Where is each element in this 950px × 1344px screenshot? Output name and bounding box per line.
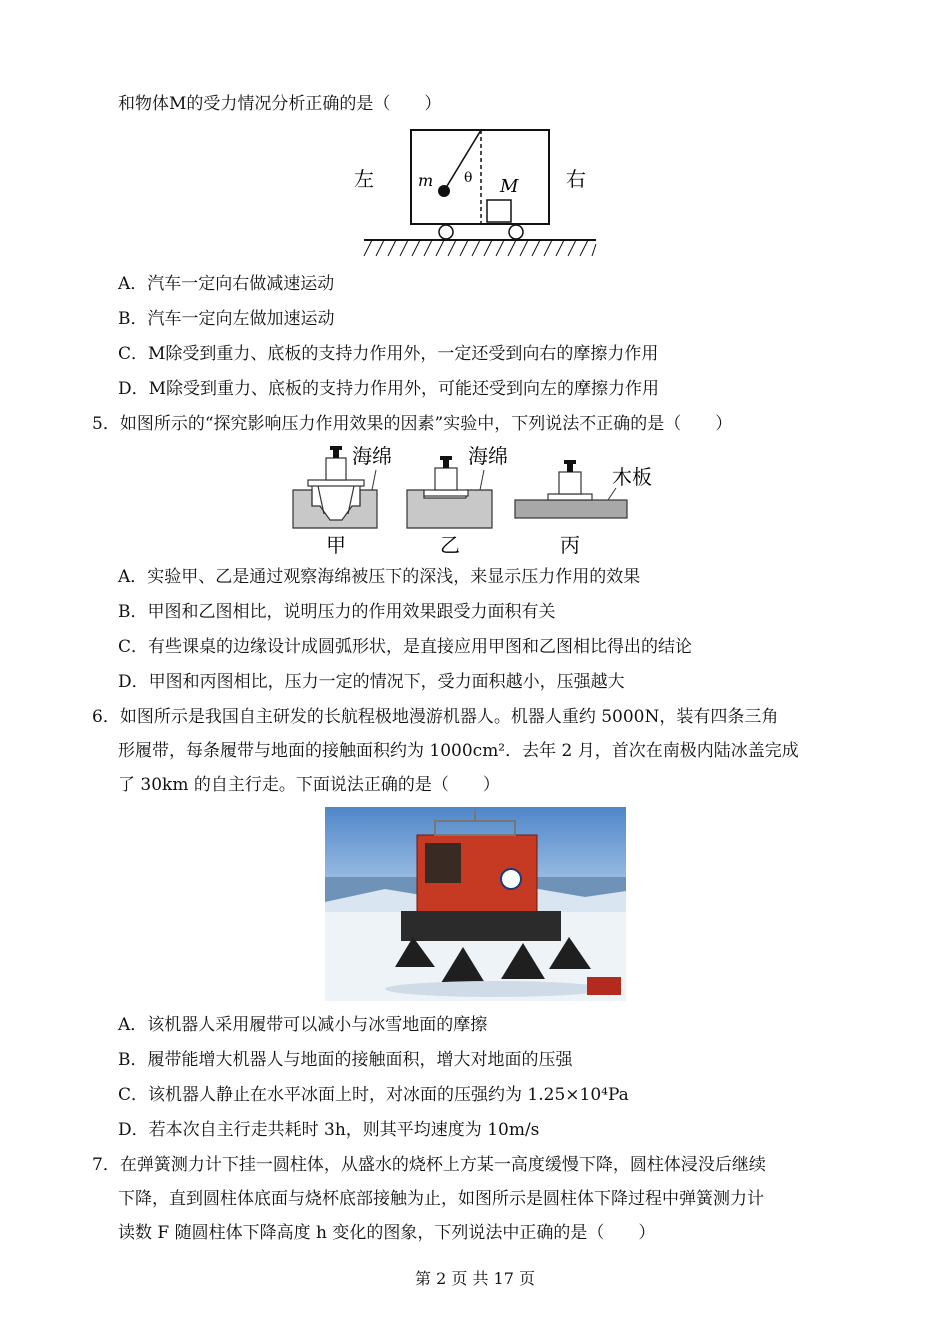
q5-option-c: C．有些课桌的边缘设计成圆弧形状，是直接应用甲图和乙图相比得出的结论 (118, 637, 693, 657)
q6-option-b: B．履带能增大机器人与地面的接触面积，增大对地面的压强 (118, 1050, 573, 1070)
page-footer: 第 2 页 共 17 页 (415, 1269, 535, 1288)
pendulum-string (444, 130, 481, 191)
wheel-right (509, 225, 523, 239)
q4-label-m: m (418, 171, 434, 190)
q4-option-a: A．汽车一定向右做减速运动 (118, 274, 335, 294)
q5-label-jia: 甲 (326, 533, 346, 557)
q5-option-d: D．甲图和丙图相比，压力一定的情况下，受力面积越小，压强越大 (118, 672, 625, 692)
q4-label-right: 右 (566, 167, 586, 191)
q4-label-theta: θ (464, 170, 473, 186)
q6-option-a: A．该机器人采用履带可以减小与冰雪地面的摩擦 (118, 1015, 488, 1035)
q7-stem-line-2: 下降，直到圆柱体底面与烧杯底部接触为止，如图所示是圆柱体下降过程中弹簧测力计 (118, 1189, 764, 1209)
q5-option-a: A．实验甲、乙是通过观察海绵被压下的深浅，来显示压力作用的效果 (118, 567, 641, 587)
q5-label-bing: 丙 (560, 533, 580, 557)
q6-stem-line-2: 形履带，每条履带与地面的接触面积约为 1000cm²．去年 2 月，首次在南极内陆冰盖完成 (118, 741, 799, 761)
q4-car-figure (350, 124, 600, 264)
q5-label-board: 木板 (612, 465, 652, 489)
q6-option-d: D．若本次自主行走共耗时 3h，则其平均速度为 10m/s (118, 1120, 540, 1140)
q5-label-yi: 乙 (440, 533, 460, 557)
panel-bing (515, 460, 652, 557)
pendulum-ball (438, 185, 450, 197)
q4-label-M: M (500, 176, 519, 197)
q7-stem-line-1: 7．在弹簧测力计下挂一圆柱体，从盛水的烧杯上方某一高度缓慢下降，圆柱体浸没后继续 (92, 1155, 766, 1175)
q5-stem: 5．如图所示的“探究影响压力作用效果的因素”实验中，下列说法不正确的是（ ） (92, 414, 733, 434)
block-M (487, 200, 511, 222)
q7-stem-line-3: 读数 F 随圆柱体下降高度 h 变化的图象，下列说法中正确的是（ ） (118, 1223, 656, 1243)
ground-hatch (364, 240, 596, 256)
q4-option-c: C．M除受到重力、底板的支持力作用外，一定还受到向右的摩擦力作用 (118, 344, 659, 364)
q4-option-b: B．汽车一定向左做加速运动 (118, 309, 335, 329)
polar-robot-photo (325, 807, 626, 1001)
q6-option-c: C．该机器人静止在水平冰面上时，对冰面的压强约为 1.25×10⁴Pa (118, 1085, 629, 1105)
q4-option-d: D．M除受到重力、底板的支持力作用外，可能还受到向左的摩擦力作用 (118, 379, 660, 399)
q4-label-left: 左 (354, 167, 374, 191)
panel-jia (293, 444, 392, 557)
q5-option-b: B．甲图和乙图相比，说明压力的作用效果跟受力面积有关 (118, 602, 556, 622)
panel-yi (407, 444, 508, 557)
q5-label-sponge-1: 海绵 (352, 444, 392, 468)
wheel-left (439, 225, 453, 239)
q6-stem-line-3: 了 30km 的自主行走。下面说法正确的是（ ） (118, 775, 500, 795)
q4-stem-tail: 和物体M的受力情况分析正确的是（ ） (118, 94, 442, 114)
q6-stem-line-1: 6．如图所示是我国自主研发的长航程极地漫游机器人。机器人重约 5000N，装有四条三角 (92, 707, 779, 727)
q5-pressure-figure (290, 440, 670, 558)
q5-label-sponge-2: 海绵 (468, 444, 508, 468)
